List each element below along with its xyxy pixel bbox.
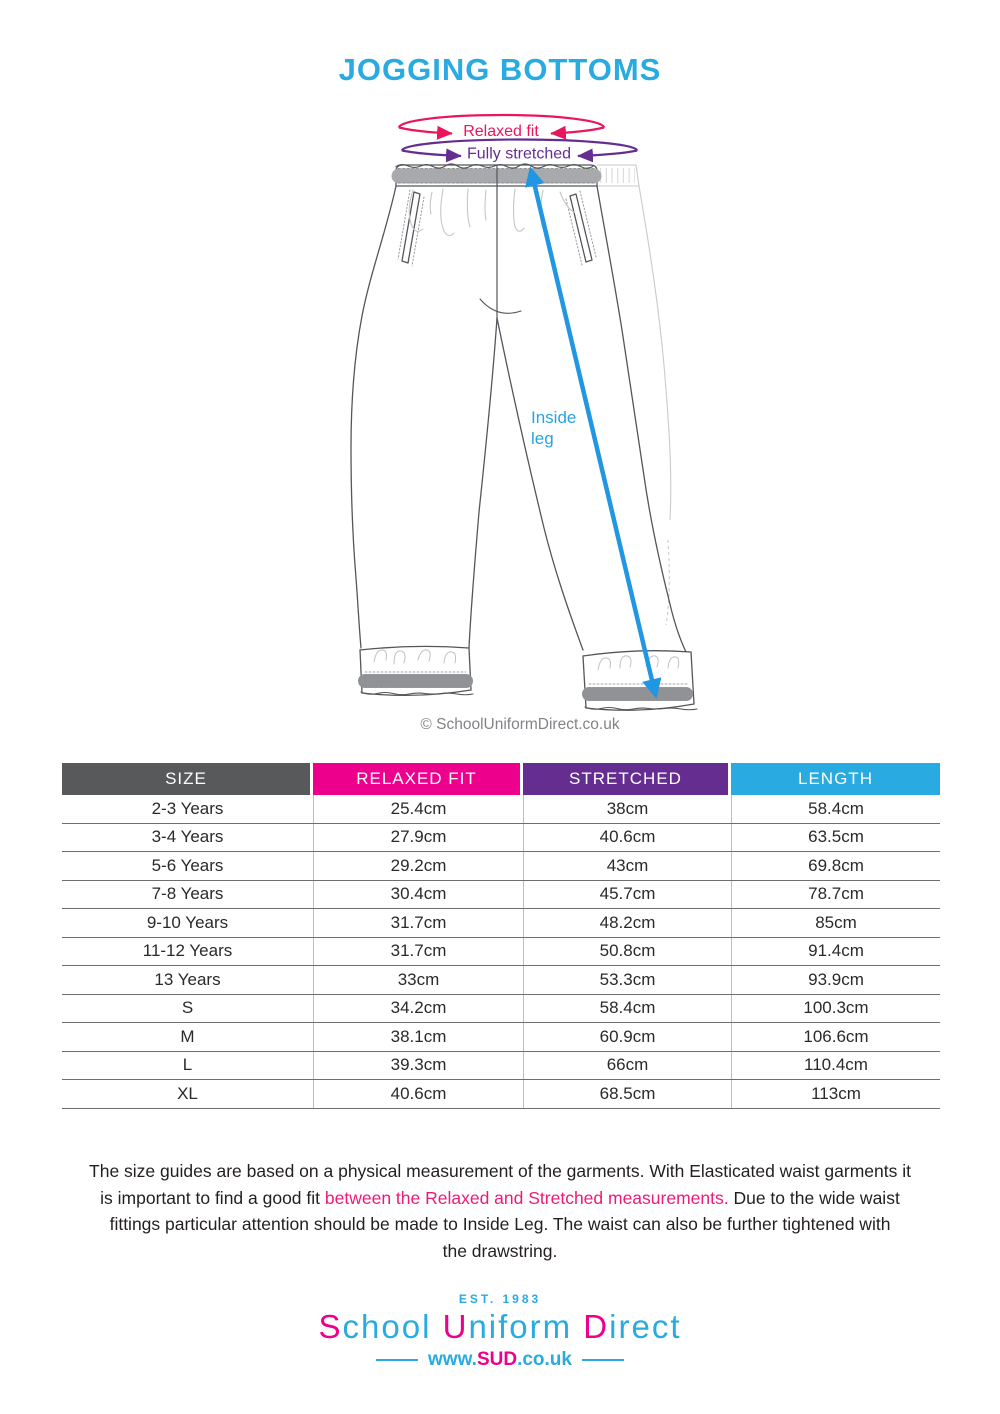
table-header-size: SIZE [62,763,310,795]
size-guide-note [40,1158,960,1264]
cell-relaxed: 33cm [313,966,523,994]
logo-word1-initial: S [318,1308,343,1345]
copyright-text: © SchoolUniformDirect.co.uk [420,716,620,733]
cell-relaxed: 38.1cm [313,1023,523,1051]
logo-rule-right [582,1359,624,1362]
table-row [62,966,940,995]
fully-stretched-arrow-left [402,151,461,157]
cell-size: 7-8 Years [151,884,224,904]
relaxed-fit-arrow-right [551,128,604,134]
cell-relaxed: 29.2cm [313,852,523,880]
note-line-3: fittings particular attention should be made to Inside Leg. The waist can also be further tightened with [109,1214,891,1234]
cell-relaxed: 27.9cm [313,824,523,852]
table-header-relaxed-fit: RELAXED FIT [313,763,520,795]
cell-stretched: 53.3cm [523,966,731,994]
cell-length: 69.8cm [731,852,940,880]
cell-stretched: 66cm [523,1052,731,1080]
size-table-header [62,763,940,795]
cell-stretched: 50.8cm [523,938,731,966]
left-pocket [398,190,424,266]
relaxed-fit-arrow-left [399,128,452,134]
logo-word3-rest: irect [609,1308,682,1345]
cell-stretched: 38cm [523,795,731,823]
relaxed-fit-label: Relaxed fit [463,123,539,140]
right-ankle-cuff [583,651,697,711]
table-header-stretched: STRETCHED [523,763,728,795]
note-line-2-post: Due to the wide waist [728,1187,900,1208]
inside-leg-label-line2: leg [531,429,554,448]
fully-stretched-label: Fully stretched [466,145,572,163]
logo-word1-rest: chool [342,1308,432,1345]
table-row [62,852,940,881]
cell-stretched: 58.4cm [523,995,731,1023]
logo-word3-initial: D [583,1308,610,1345]
jogging-bottoms-drawing [351,164,697,710]
cell-length: 91.4cm [731,938,940,966]
fabric-wrinkles [409,189,574,236]
logo-rule-left [376,1359,418,1362]
table-row [62,881,940,910]
cell-size: M [180,1026,195,1046]
left-inner-seam [469,318,497,648]
fully-stretched-annotation [402,140,637,163]
table-row [62,1023,940,1052]
cell-stretched: 43cm [523,852,731,880]
size-table-body [62,795,940,1109]
table-row [62,1080,940,1109]
cell-stretched: 45.7cm [523,881,731,909]
relaxed-fit-annotation [399,115,604,140]
right-inner-seam [497,318,583,650]
cell-length: 58.4cm [731,795,940,823]
table-row [62,795,940,824]
cell-relaxed: 40.6cm [313,1080,523,1108]
page-title: JOGGING BOTTOMS [338,52,662,87]
cell-stretched: 60.9cm [523,1023,731,1051]
cell-size: L [182,1055,193,1075]
cell-size: 5-6 Years [151,855,224,875]
jogging-bottoms-diagram [320,106,720,752]
logo-word2-rest: niform [468,1308,573,1345]
cell-relaxed: 31.7cm [313,938,523,966]
cell-length: 63.5cm [731,824,940,852]
cell-length: 110.4cm [731,1052,940,1080]
note-line-4: the drawstring. [442,1240,558,1261]
cell-length: 113cm [731,1080,940,1108]
cell-length: 85cm [731,909,940,937]
note-highlight: between the Relaxed and Stretched measurements. [324,1187,729,1208]
school-uniform-direct-logo [0,1292,1000,1371]
size-table [62,763,940,1109]
left-outer-seam [351,186,396,648]
table-row [62,938,940,967]
note-line-2 [40,1185,960,1212]
left-ankle-cuff [360,646,473,695]
cell-size: 13 Years [154,969,221,989]
note-line-1: The size guides are based on a physical measurement of the garments. With Elasticated waist garments it [89,1161,911,1181]
cell-length: 100.3cm [731,995,940,1023]
cell-relaxed: 30.4cm [313,881,523,909]
cell-length: 106.6cm [731,1023,940,1051]
table-row [62,909,940,938]
cell-relaxed: 39.3cm [313,1052,523,1080]
cell-size: S [181,998,194,1018]
cell-size: 3-4 Years [151,827,224,847]
logo-wordmark [0,1308,1000,1346]
table-row [62,824,940,853]
cell-stretched: 48.2cm [523,909,731,937]
logo-est-1983: EST. 1983 [458,1292,542,1306]
cell-size: 11-12 Years [142,941,233,961]
logo-url-www: www. [428,1349,477,1370]
table-row [62,995,940,1024]
table-row [62,1052,940,1081]
cell-size: XL [177,1083,198,1103]
right-outer-seam [597,186,687,654]
cell-stretched: 68.5cm [523,1080,731,1108]
cell-relaxed: 34.2cm [313,995,523,1023]
cell-length: 93.9cm [731,966,940,994]
inside-leg-label-line1: Inside [531,408,577,427]
logo-url-sud: SUD [476,1349,518,1370]
cell-relaxed: 31.7cm [313,909,523,937]
logo-url-couk: .co.uk [517,1349,572,1370]
logo-url [0,1349,1000,1371]
logo-word2-initial: U [442,1308,469,1345]
table-header-length: LENGTH [731,763,940,795]
stretched-ghost-outline [597,165,671,625]
crotch-curve [480,299,521,313]
cell-size: 9-10 Years [146,912,229,932]
right-pocket [566,191,596,265]
cell-length: 78.7cm [731,881,940,909]
cell-stretched: 40.6cm [523,824,731,852]
fully-stretched-arrow-right [578,151,637,157]
note-line-2-pre: is important to find a good fit [100,1187,325,1208]
cell-size: 2-3 Years [151,798,224,818]
cell-relaxed: 25.4cm [313,795,523,823]
